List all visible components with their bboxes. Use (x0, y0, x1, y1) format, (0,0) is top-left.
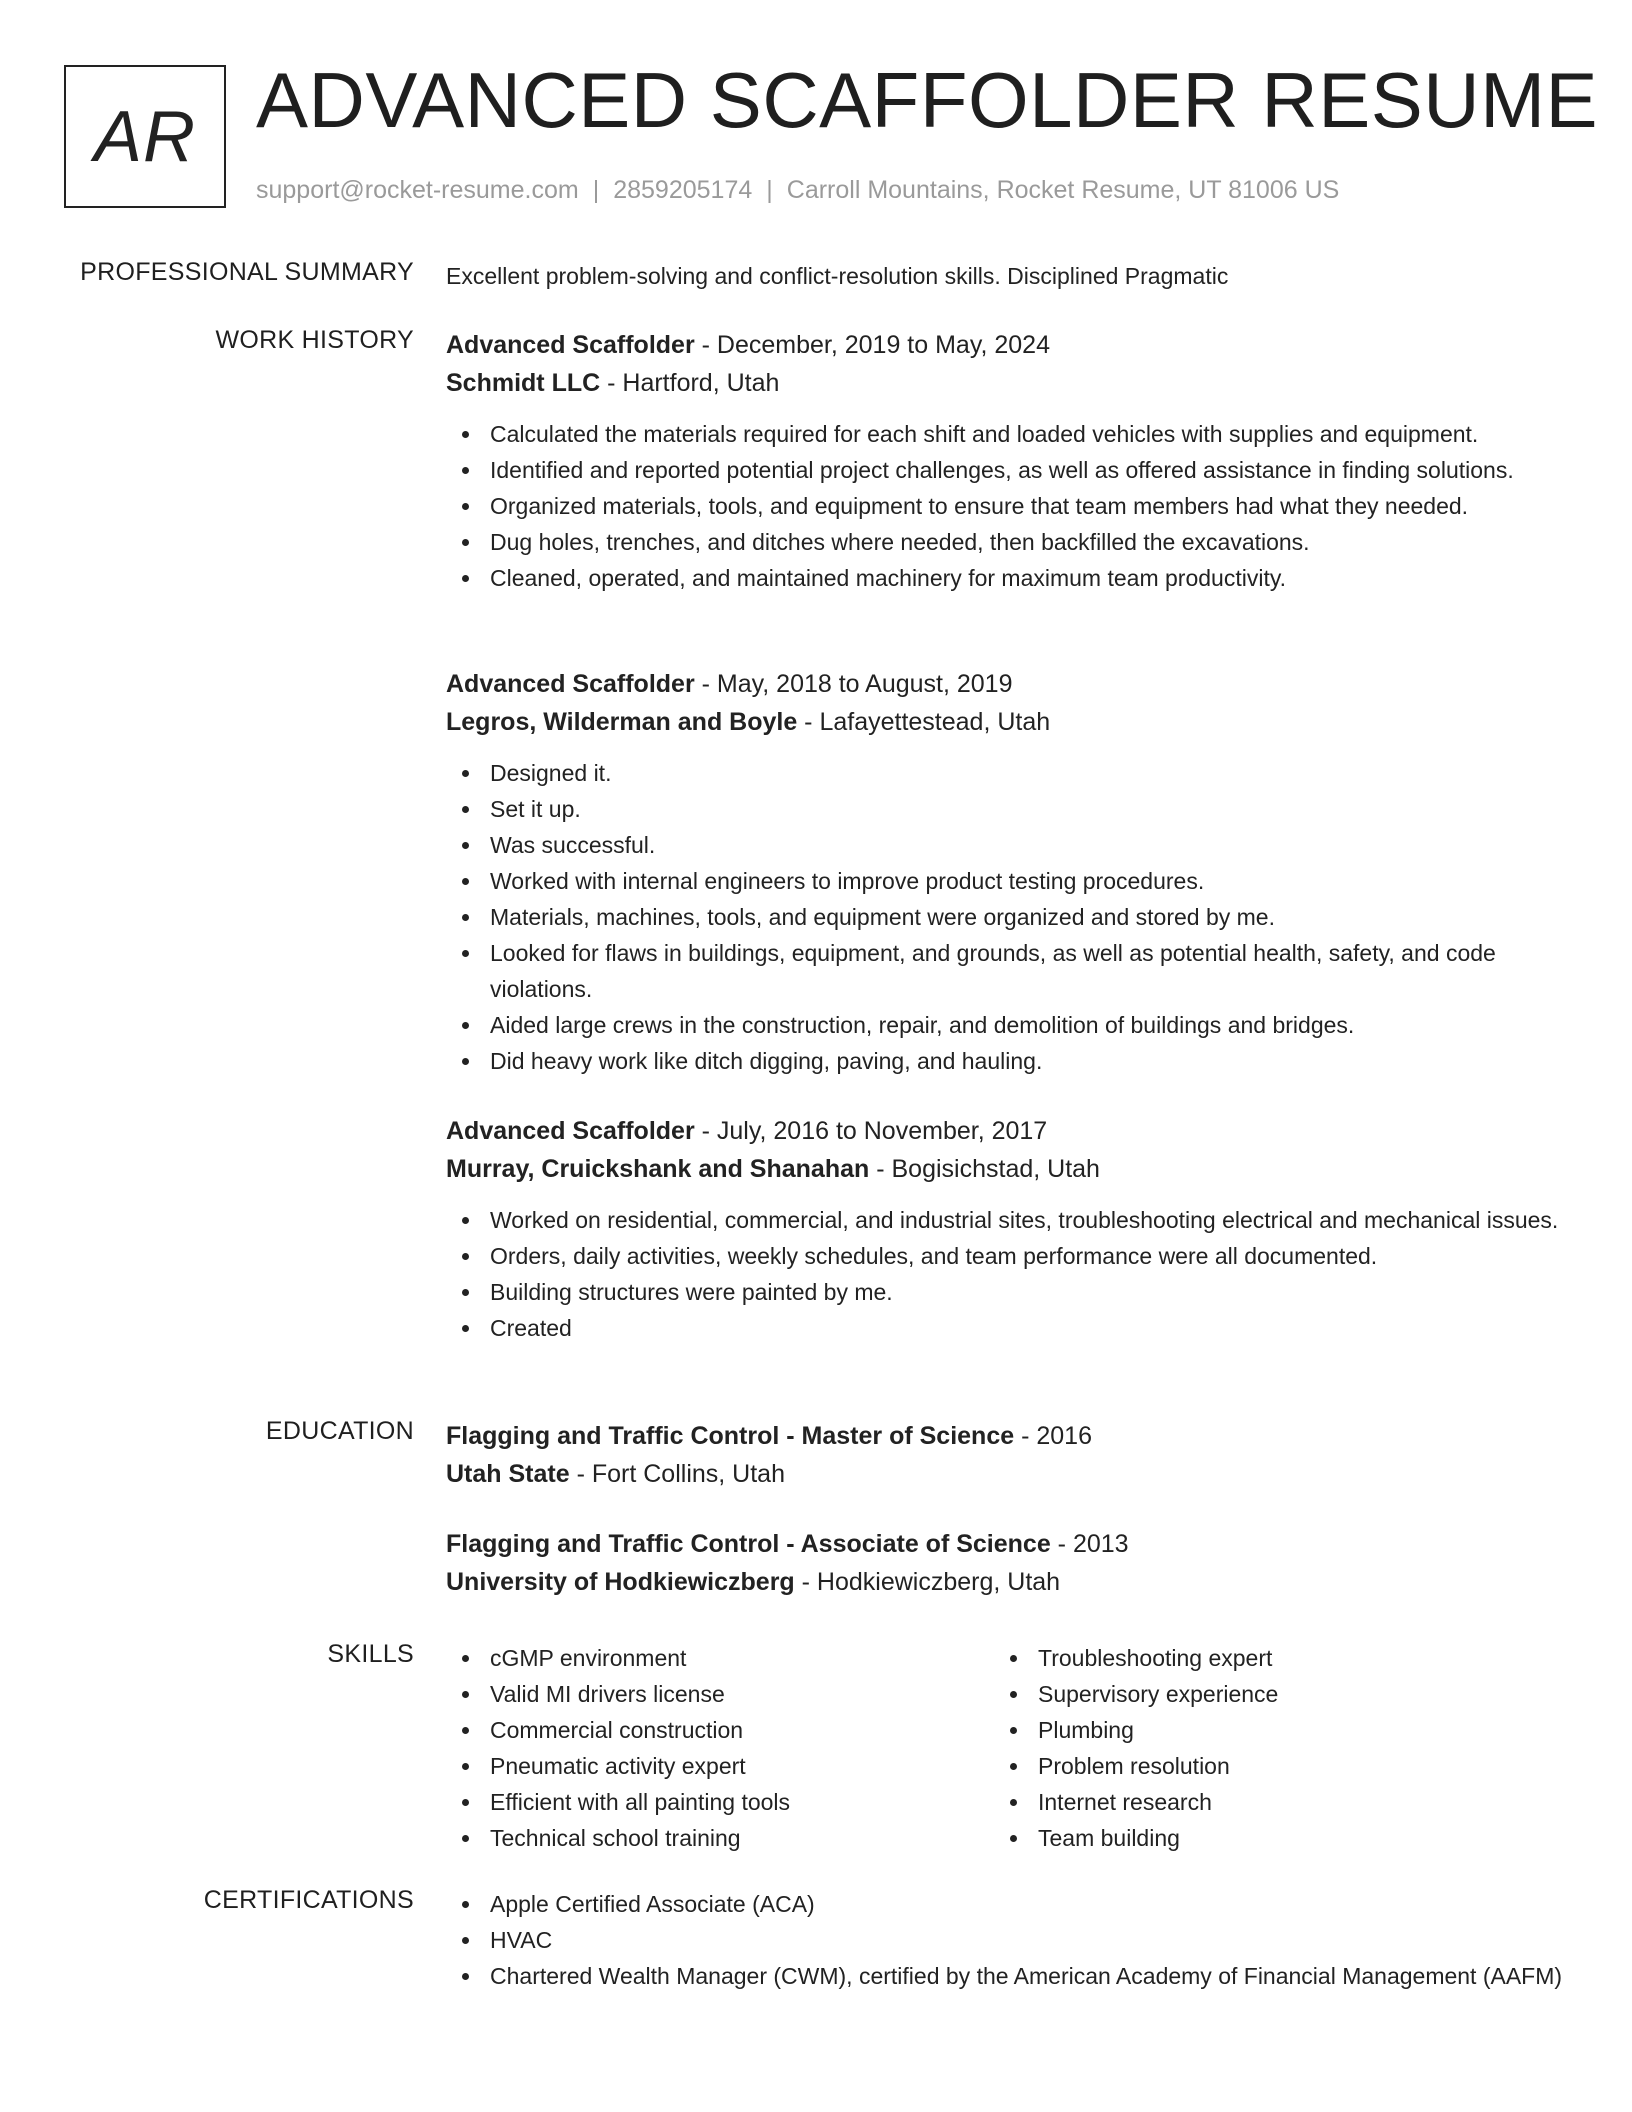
section-label: PROFESSIONAL SUMMARY (80, 258, 414, 286)
section-label: WORK HISTORY (215, 326, 414, 354)
degree: Flagging and Traffic Control - Master of Science (446, 1422, 1015, 1450)
education-entry (446, 1525, 1566, 1601)
skill-item: Supervisory experience (994, 1676, 1542, 1712)
contact-address: Carroll Mountains, Rocket Resume, UT 81006 US (786, 176, 1340, 204)
certification-item: HVAC (446, 1922, 1566, 1958)
initials: AR (93, 96, 197, 177)
resume-title: ADVANCED SCAFFOLDER RESUME (256, 56, 1599, 144)
list-item: Cleaned, operated, and maintained machinery for maximum team productivity. (446, 560, 1566, 596)
skill-item: Troubleshooting expert (994, 1640, 1542, 1676)
list-item: Materials, machines, tools, and equipment were organized and stored by me. (446, 899, 1566, 935)
list-item: Looked for flaws in buildings, equipment, and grounds, as well as potential health, safety, and code violations. (446, 935, 1566, 1007)
job-dates: - December, 2019 to May, 2024 (694, 331, 1050, 359)
section-label: SKILLS (327, 1640, 414, 1668)
skill-item: Efficient with all painting tools (446, 1784, 994, 1820)
list-item: Orders, daily activities, weekly schedules, and team performance were all documented. (446, 1238, 1566, 1274)
skill-item: Commercial construction (446, 1712, 994, 1748)
skill-item: Problem resolution (994, 1748, 1542, 1784)
skill-item: Valid MI drivers license (446, 1676, 994, 1712)
school: University of Hodkiewiczberg (446, 1568, 795, 1596)
job-bullets (446, 416, 1566, 596)
job-location: - Bogisichstad, Utah (869, 1155, 1100, 1183)
list-item: Organized materials, tools, and equipment to ensure that team members had what they needed. (446, 488, 1566, 524)
job-dates: - May, 2018 to August, 2019 (694, 670, 1013, 698)
list-item: Dug holes, trenches, and ditches where needed, then backfilled the excavations. (446, 524, 1566, 560)
school-location: - Fort Collins, Utah (569, 1460, 785, 1488)
contact-separator: | (766, 176, 773, 204)
list-item: Designed it. (446, 755, 1566, 791)
list-item: Building structures were painted by me. (446, 1274, 1566, 1310)
degree-year: - 2013 (1050, 1530, 1129, 1558)
list-item: Calculated the materials required for each shift and loaded vehicles with supplies and equipment. (446, 416, 1566, 452)
job-entry (446, 665, 1566, 1079)
skill-item: Pneumatic activity expert (446, 1748, 994, 1784)
skill-item: cGMP environment (446, 1640, 994, 1676)
degree-year: - 2016 (1014, 1422, 1092, 1450)
section-label: EDUCATION (265, 1417, 414, 1445)
degree: Flagging and Traffic Control - Associate of Science (446, 1530, 1051, 1558)
job-entry (446, 326, 1566, 596)
skills-list-right (994, 1640, 1542, 1856)
job-bullets (446, 1202, 1566, 1346)
job-title: Advanced Scaffolder (446, 331, 695, 359)
school: Utah State (446, 1460, 570, 1488)
list-item: Identified and reported potential project challenges, as well as offered assistance in finding solutions. (446, 452, 1566, 488)
list-item: Worked with internal engineers to improve product testing procedures. (446, 863, 1566, 899)
list-item: Aided large crews in the construction, repair, and demolition of buildings and bridges. (446, 1007, 1566, 1043)
job-company: Legros, Wilderman and Boyle (446, 708, 798, 736)
list-item: Was successful. (446, 827, 1566, 863)
job-location: - Lafayettestead, Utah (797, 708, 1051, 736)
summary-text: Excellent problem-solving and conflict-resolution skills. Disciplined Pragmatic (446, 263, 1229, 289)
skill-item: Internet research (994, 1784, 1542, 1820)
job-entry (446, 1112, 1566, 1346)
job-bullets (446, 755, 1566, 1079)
contact-line (256, 176, 1339, 205)
skill-item: Technical school training (446, 1820, 994, 1856)
list-item: Set it up. (446, 791, 1566, 827)
skill-item: Team building (994, 1820, 1542, 1856)
skills-list-left (446, 1640, 994, 1856)
monogram-box (64, 65, 226, 208)
job-title: Advanced Scaffolder (446, 670, 695, 698)
job-location: - Hartford, Utah (600, 369, 780, 397)
education-entry (446, 1417, 1566, 1493)
certification-item: Apple Certified Associate (ACA) (446, 1886, 1566, 1922)
section-label: CERTIFICATIONS (203, 1886, 414, 1914)
list-item: Created (446, 1310, 1566, 1346)
job-company: Murray, Cruickshank and Shanahan (446, 1155, 870, 1183)
job-dates: - July, 2016 to November, 2017 (694, 1117, 1048, 1145)
job-company: Schmidt LLC (446, 369, 601, 397)
contact-email: support@rocket-resume.com (256, 176, 579, 204)
school-location: - Hodkiewiczberg, Utah (794, 1568, 1061, 1596)
contact-separator: | (592, 176, 600, 204)
contact-phone: 2859205174 (613, 176, 753, 204)
list-item: Did heavy work like ditch digging, paving, and hauling. (446, 1043, 1566, 1079)
job-title: Advanced Scaffolder (446, 1117, 695, 1145)
skill-item: Plumbing (994, 1712, 1542, 1748)
certification-item: Chartered Wealth Manager (CWM), certified by the American Academy of Financial Management (AAFM) (446, 1958, 1566, 1994)
certifications-list (446, 1886, 1566, 1994)
list-item: Worked on residential, commercial, and industrial sites, troubleshooting electrical and mechanical issues. (446, 1202, 1566, 1238)
